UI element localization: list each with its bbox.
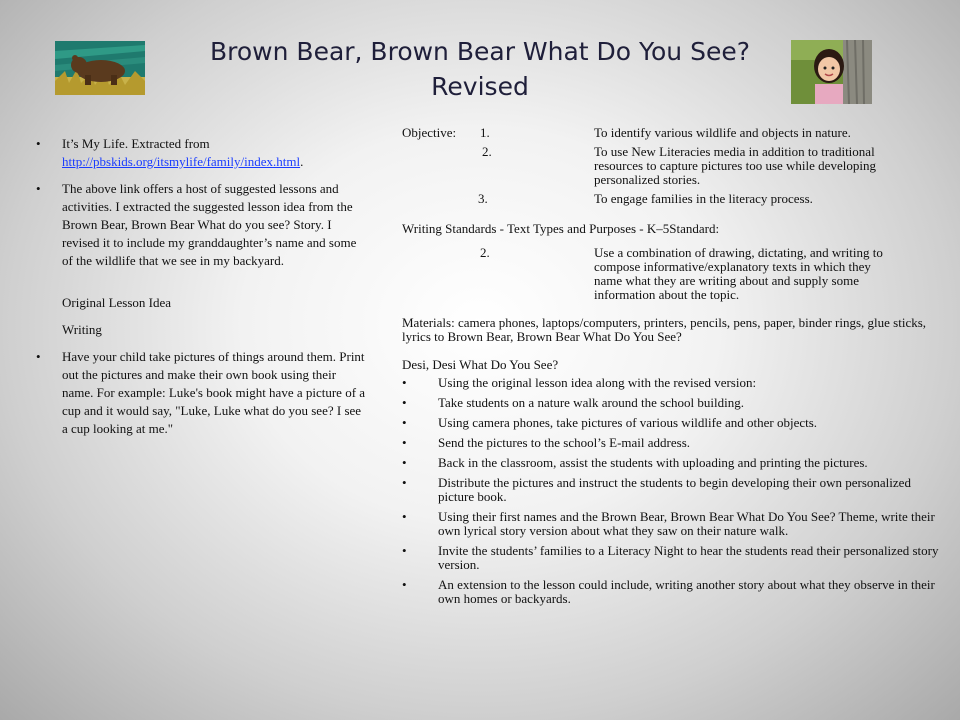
step-item: • Back in the classroom, assist the students with uploading and printing the pictures.	[402, 456, 950, 470]
objective-number: 2.	[482, 144, 492, 159]
girl-peeking-from-tree-image	[791, 40, 872, 104]
bullet-lesson-idea: • Have your child take pictures of things around them. Print out the pictures and make their own book using their name. For example: Luke's book might have a picture of a cup and it would say, "Luke, Luke what do you see? I see a cup looking at me."	[36, 348, 366, 438]
desi-heading: Desi, Desi What Do You See?	[402, 357, 559, 372]
objective-text: To engage families in the literacy process.	[594, 191, 813, 206]
title-line-2: Revised	[431, 72, 529, 101]
materials-text: Materials: camera phones, laptops/computers, printers, pencils, pens, paper, binder rings, glue sticks, lyrics to Brown Bear, Brown Bear What Do You See?	[402, 315, 927, 344]
bullet-text: It’s My Life. Extracted from	[62, 136, 210, 151]
objective-text: To use New Literacies media in addition to traditional resources to capture pictures too use while developing personalized stories.	[594, 144, 876, 187]
step-item: • An extension to the lesson could include, writing another story about what they observe in their own homes or backyards.	[402, 578, 950, 606]
step-item: • Send the pictures to the school’s E-mail address.	[402, 436, 950, 450]
bullet-its-my-life	[36, 135, 366, 171]
pbskids-link[interactable]: http://pbskids.org/itsmylife/family/index.html	[62, 154, 301, 169]
slide-title	[150, 34, 810, 104]
title-line-1: Brown Bear, Brown Bear What Do You See?	[210, 37, 750, 66]
step-item: • Invite the students’ families to a Literacy Night to hear the students read their personalized story version.	[402, 544, 950, 572]
writing-subheading: Writing	[62, 322, 102, 337]
standard-number: 2.	[480, 245, 490, 260]
step-item: • Distribute the pictures and instruct the students to begin developing their own personalized picture book.	[402, 476, 950, 504]
standard-text: Use a combination of drawing, dictating, and writing to compose informative/explanatory texts in which they name what they are writing about and supply some information about the topic.	[594, 245, 883, 302]
objective-number: 3.	[478, 191, 488, 206]
step-item: • Using camera phones, take pictures of various wildlife and other objects.	[402, 416, 950, 430]
right-column	[402, 126, 950, 612]
bear-image	[55, 41, 145, 95]
left-column	[36, 135, 366, 447]
objective-text: To identify various wildlife and objects in nature.	[594, 125, 851, 140]
objective-label: Objective:	[402, 125, 457, 140]
standard-row	[402, 246, 950, 302]
original-lesson-heading: Original Lesson Idea	[62, 295, 172, 310]
standards-heading: Writing Standards - Text Types and Purposes - K–5Standard:	[402, 221, 720, 236]
step-item: • Take students on a nature walk around the school building.	[402, 396, 950, 410]
bullet-above-link: • The above link offers a host of suggested lessons and activities. I extracted the suggested lesson idea from the Brown Bear, Brown Bear What do you see? Story. I revised it to include my granddaughter’s name and some of the wildlife that we see in my backyard.	[36, 180, 366, 270]
objective-number: 1.	[480, 125, 490, 140]
step-item: • Using their first names and the Brown Bear, Brown Bear What Do You See? Theme, write their own lyrical story version about what they saw on their nature walk.	[402, 510, 950, 538]
objective-row-2	[402, 145, 950, 187]
objective-row-3	[402, 192, 950, 206]
step-item: • Using the original lesson idea along with the revised version:	[402, 376, 950, 390]
bullet-text-suffix: .	[300, 154, 304, 169]
objective-row-1	[402, 126, 950, 140]
